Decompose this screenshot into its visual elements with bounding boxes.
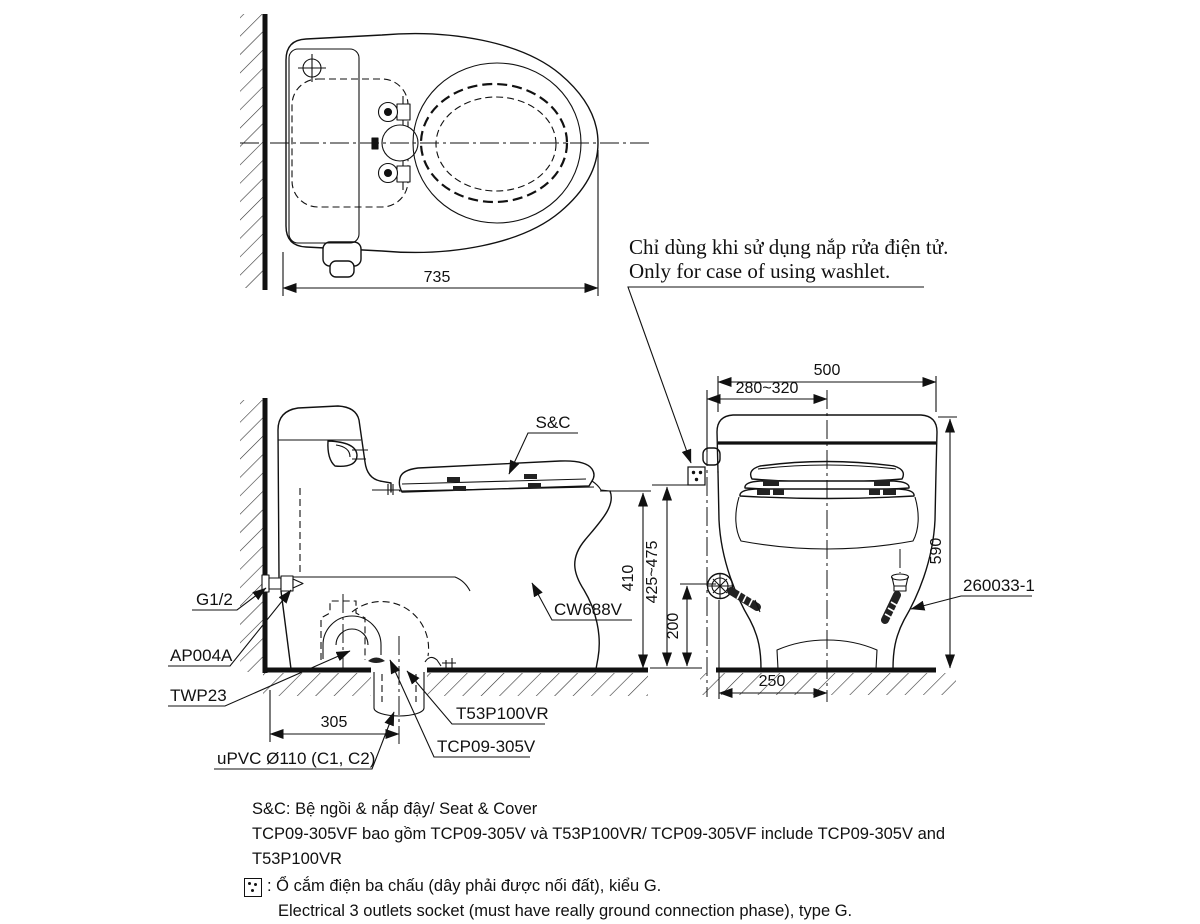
dim-280-320-text: 280~320 bbox=[735, 380, 799, 397]
label-upvc: uPVC Ø110 (C1, C2) bbox=[217, 749, 376, 768]
dim-735-text: 735 bbox=[423, 269, 451, 286]
dim-590-text: 590 bbox=[928, 537, 945, 565]
footer-socket-line-vi: : Ổ cắm điện ba chấu (dây phải được nối đất), kiểu G. bbox=[267, 877, 662, 895]
footer-socket-line-vi-row bbox=[252, 874, 1012, 899]
footer-combo-line: TCP09-305VF bao gồm TCP09-305V và T53P100VR/ TCP09-305VF include TCP09-305V and T53P100VR bbox=[252, 825, 946, 868]
floor-hatch-right bbox=[427, 673, 648, 696]
label-260033-1-group bbox=[911, 576, 1035, 609]
label-cw688v: CW688V bbox=[554, 600, 623, 619]
dim-410-text: 410 bbox=[620, 564, 637, 592]
dim-425-475-text: 425~475 bbox=[644, 540, 661, 604]
label-twp23: TWP23 bbox=[170, 686, 227, 705]
floor-hatch-front bbox=[700, 673, 956, 695]
top-view bbox=[240, 14, 652, 296]
label-g12: G1/2 bbox=[196, 590, 233, 609]
dim-590 bbox=[928, 417, 957, 668]
side-view bbox=[168, 398, 651, 769]
flush-button-cap bbox=[330, 261, 354, 277]
shutoff-valve bbox=[708, 574, 761, 613]
floor-bolt bbox=[885, 549, 909, 620]
dim-250-text: 250 bbox=[758, 673, 786, 690]
internal-trapway bbox=[321, 594, 456, 668]
front-body bbox=[703, 415, 937, 669]
dim-500-text: 500 bbox=[813, 362, 841, 379]
washlet-note-en: Only for case of using washlet. bbox=[629, 259, 891, 283]
footer-legend bbox=[252, 797, 1012, 924]
note-leader bbox=[628, 287, 924, 463]
dim-200-text: 200 bbox=[665, 612, 682, 640]
dim-200 bbox=[665, 584, 716, 666]
dim-280-320 bbox=[707, 380, 827, 452]
label-ap004a: AP004A bbox=[170, 646, 233, 665]
footer-seat-cover-line: S&C: Bệ ngồi & nắp đậy/ Seat & Cover bbox=[252, 800, 538, 818]
footer-socket-line-en: Electrical 3 outlets socket (must have really ground connection phase), type G. bbox=[278, 902, 853, 920]
floor-hatch-left bbox=[263, 673, 371, 696]
label-t53p100vr: T53P100VR bbox=[456, 704, 549, 723]
washlet-note bbox=[629, 235, 949, 283]
dim-305-text: 305 bbox=[320, 714, 348, 731]
wall-hatch-top bbox=[240, 14, 264, 288]
label-260033-1: 260033-1 bbox=[963, 576, 1035, 595]
power-socket-icon bbox=[688, 467, 705, 485]
label-tcp09-305v: TCP09-305V bbox=[437, 737, 536, 756]
front-view bbox=[628, 287, 1035, 702]
wall-hatch-side bbox=[240, 400, 264, 672]
label-seat-cover: S&C bbox=[535, 413, 571, 432]
washlet-note-vi: Chỉ dùng khi sử dụng nắp rửa điện tử. bbox=[629, 235, 949, 259]
dim-305 bbox=[270, 690, 399, 742]
power-socket-legend-icon bbox=[244, 878, 262, 897]
